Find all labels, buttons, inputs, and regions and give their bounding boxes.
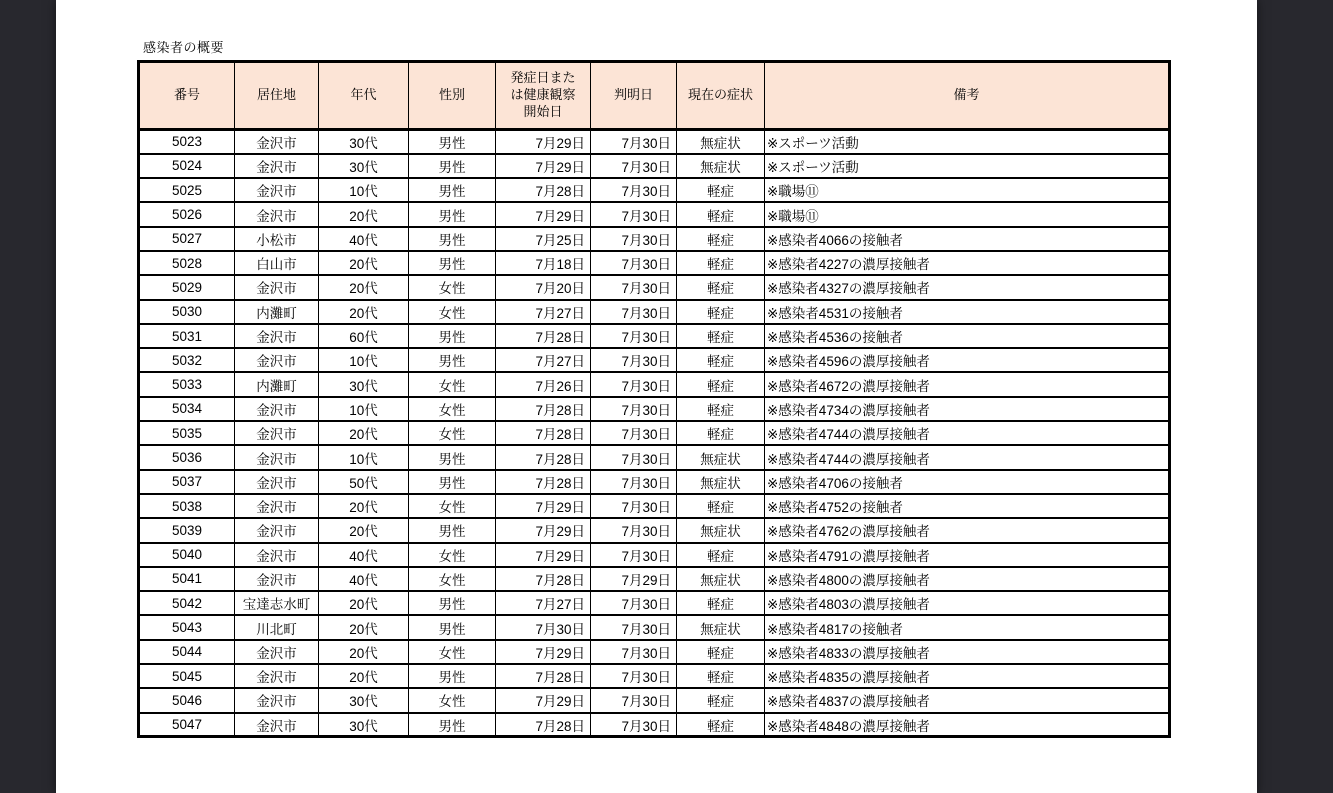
cell-residence: 金沢市 [235,664,319,688]
cell-number: 5040 [139,543,235,567]
cell-remarks: ※感染者4835の濃厚接触者 [765,664,1170,688]
cell-confirmed-date: 7月30日 [591,275,677,299]
cell-gender: 女性 [409,640,496,664]
cell-confirmed-date: 7月30日 [591,178,677,202]
cell-remarks: ※感染者4744の濃厚接触者 [765,421,1170,445]
cell-current-symptoms: 軽症 [677,227,765,251]
table-row [139,178,1170,202]
cell-onset-date: 7月29日 [496,640,591,664]
cell-remarks: ※スポーツ活動 [765,154,1170,178]
cell-current-symptoms: 軽症 [677,543,765,567]
cell-onset-date: 7月18日 [496,251,591,275]
table-row [139,713,1170,737]
cell-age-group: 50代 [319,470,409,494]
cell-age-group: 20代 [319,202,409,226]
cell-current-symptoms: 無症状 [677,567,765,591]
cell-remarks: ※感染者4833の濃厚接触者 [765,640,1170,664]
cell-gender: 男性 [409,130,496,154]
table-row [139,518,1170,542]
cell-residence: 金沢市 [235,688,319,712]
cell-age-group: 20代 [319,518,409,542]
cell-confirmed-date: 7月30日 [591,640,677,664]
cell-onset-date: 7月28日 [496,421,591,445]
cell-residence: 内灘町 [235,300,319,324]
cell-age-group: 10代 [319,348,409,372]
cell-confirmed-date: 7月30日 [591,324,677,348]
cell-number: 5043 [139,615,235,639]
cell-residence: 金沢市 [235,130,319,154]
cell-residence: 金沢市 [235,567,319,591]
cell-number: 5041 [139,567,235,591]
cell-residence: 金沢市 [235,543,319,567]
cell-residence: 金沢市 [235,202,319,226]
cell-confirmed-date: 7月30日 [591,518,677,542]
infection-summary-table [137,60,1171,738]
cell-confirmed-date: 7月30日 [591,713,677,737]
col-header-number: 番号 [139,62,235,130]
cell-onset-date: 7月28日 [496,178,591,202]
cell-gender: 男性 [409,445,496,469]
cell-number: 5037 [139,470,235,494]
cell-confirmed-date: 7月30日 [591,591,677,615]
cell-number: 5025 [139,178,235,202]
cell-current-symptoms: 軽症 [677,202,765,226]
cell-remarks: ※感染者4734の濃厚接触者 [765,397,1170,421]
cell-remarks: ※職場⑪ [765,202,1170,226]
cell-age-group: 10代 [319,397,409,421]
cell-number: 5036 [139,445,235,469]
cell-age-group: 20代 [319,615,409,639]
cell-current-symptoms: 軽症 [677,324,765,348]
cell-residence: 金沢市 [235,640,319,664]
cell-current-symptoms: 軽症 [677,178,765,202]
cell-current-symptoms: 軽症 [677,251,765,275]
cell-remarks: ※感染者4706の接触者 [765,470,1170,494]
table-body [139,130,1170,737]
cell-current-symptoms: 軽症 [677,664,765,688]
cell-residence: 金沢市 [235,518,319,542]
cell-confirmed-date: 7月30日 [591,688,677,712]
cell-remarks: ※感染者4848の濃厚接触者 [765,713,1170,737]
cell-number: 5039 [139,518,235,542]
cell-residence: 川北町 [235,615,319,639]
cell-onset-date: 7月27日 [496,348,591,372]
cell-age-group: 10代 [319,445,409,469]
cell-current-symptoms: 無症状 [677,518,765,542]
cell-onset-date: 7月27日 [496,591,591,615]
cell-number: 5045 [139,664,235,688]
table-row [139,640,1170,664]
cell-onset-date: 7月28日 [496,567,591,591]
cell-number: 5044 [139,640,235,664]
cell-age-group: 30代 [319,130,409,154]
cell-current-symptoms: 軽症 [677,372,765,396]
cell-number: 5023 [139,130,235,154]
cell-gender: 男性 [409,154,496,178]
table-row [139,251,1170,275]
cell-current-symptoms: 無症状 [677,615,765,639]
cell-residence: 金沢市 [235,470,319,494]
cell-onset-date: 7月29日 [496,202,591,226]
cell-gender: 女性 [409,421,496,445]
cell-confirmed-date: 7月30日 [591,251,677,275]
cell-current-symptoms: 軽症 [677,591,765,615]
table-row [139,543,1170,567]
cell-remarks: ※感染者4791の濃厚接触者 [765,543,1170,567]
cell-residence: 金沢市 [235,154,319,178]
table-row [139,567,1170,591]
cell-onset-date: 7月29日 [496,543,591,567]
cell-onset-date: 7月28日 [496,470,591,494]
table-row [139,202,1170,226]
cell-gender: 男性 [409,251,496,275]
cell-number: 5032 [139,348,235,372]
table-row [139,421,1170,445]
cell-age-group: 30代 [319,372,409,396]
cell-onset-date: 7月29日 [496,130,591,154]
cell-residence: 小松市 [235,227,319,251]
cell-confirmed-date: 7月30日 [591,372,677,396]
cell-age-group: 20代 [319,591,409,615]
cell-onset-date: 7月29日 [496,518,591,542]
cell-current-symptoms: 無症状 [677,445,765,469]
cell-remarks: ※感染者4531の接触者 [765,300,1170,324]
cell-onset-date: 7月28日 [496,445,591,469]
cell-age-group: 20代 [319,251,409,275]
cell-onset-date: 7月20日 [496,275,591,299]
cell-residence: 金沢市 [235,494,319,518]
cell-onset-date: 7月25日 [496,227,591,251]
cell-age-group: 20代 [319,494,409,518]
cell-age-group: 60代 [319,324,409,348]
cell-number: 5047 [139,713,235,737]
cell-residence: 金沢市 [235,348,319,372]
table-row [139,445,1170,469]
cell-gender: 女性 [409,688,496,712]
table-row [139,470,1170,494]
cell-remarks: ※感染者4817の接触者 [765,615,1170,639]
table-row [139,494,1170,518]
cell-remarks: ※感染者4596の濃厚接触者 [765,348,1170,372]
cell-onset-date: 7月29日 [496,494,591,518]
col-header-remarks: 備考 [765,62,1170,130]
cell-age-group: 40代 [319,567,409,591]
cell-onset-date: 7月28日 [496,664,591,688]
col-header-gender: 性別 [409,62,496,130]
cell-remarks: ※感染者4672の濃厚接触者 [765,372,1170,396]
cell-remarks: ※職場⑪ [765,178,1170,202]
cell-current-symptoms: 無症状 [677,130,765,154]
cell-gender: 男性 [409,615,496,639]
cell-onset-date: 7月26日 [496,372,591,396]
cell-number: 5029 [139,275,235,299]
cell-gender: 男性 [409,324,496,348]
cell-gender: 女性 [409,543,496,567]
cell-residence: 内灘町 [235,372,319,396]
cell-remarks: ※感染者4744の濃厚接触者 [765,445,1170,469]
cell-gender: 女性 [409,275,496,299]
cell-onset-date: 7月29日 [496,688,591,712]
cell-age-group: 30代 [319,688,409,712]
cell-number: 5034 [139,397,235,421]
cell-residence: 金沢市 [235,397,319,421]
cell-gender: 男性 [409,713,496,737]
cell-residence: 金沢市 [235,178,319,202]
cell-age-group: 20代 [319,421,409,445]
cell-gender: 男性 [409,518,496,542]
cell-residence: 金沢市 [235,713,319,737]
cell-confirmed-date: 7月30日 [591,615,677,639]
col-header-age-group: 年代 [319,62,409,130]
cell-age-group: 20代 [319,640,409,664]
cell-number: 5033 [139,372,235,396]
cell-remarks: ※感染者4803の濃厚接触者 [765,591,1170,615]
table-row [139,300,1170,324]
cell-remarks: ※感染者4227の濃厚接触者 [765,251,1170,275]
table-header [139,62,1170,130]
cell-current-symptoms: 軽症 [677,640,765,664]
table-row [139,227,1170,251]
cell-number: 5031 [139,324,235,348]
cell-onset-date: 7月30日 [496,615,591,639]
cell-age-group: 20代 [319,300,409,324]
cell-residence: 金沢市 [235,275,319,299]
cell-number: 5030 [139,300,235,324]
cell-gender: 女性 [409,494,496,518]
cell-confirmed-date: 7月30日 [591,397,677,421]
cell-confirmed-date: 7月30日 [591,470,677,494]
table-row [139,130,1170,154]
cell-current-symptoms: 軽症 [677,494,765,518]
cell-number: 5024 [139,154,235,178]
cell-remarks: ※感染者4066の接触者 [765,227,1170,251]
cell-remarks: ※感染者4762の濃厚接触者 [765,518,1170,542]
cell-number: 5042 [139,591,235,615]
cell-onset-date: 7月27日 [496,300,591,324]
cell-remarks: ※スポーツ活動 [765,130,1170,154]
cell-confirmed-date: 7月30日 [591,227,677,251]
cell-confirmed-date: 7月30日 [591,300,677,324]
table-header-row [139,62,1170,130]
cell-residence: 白山市 [235,251,319,275]
table-row [139,664,1170,688]
cell-current-symptoms: 無症状 [677,154,765,178]
cell-number: 5038 [139,494,235,518]
cell-confirmed-date: 7月30日 [591,494,677,518]
cell-remarks: ※感染者4536の接触者 [765,324,1170,348]
cell-age-group: 40代 [319,227,409,251]
cell-number: 5028 [139,251,235,275]
table-row [139,615,1170,639]
cell-gender: 男性 [409,202,496,226]
cell-remarks: ※感染者4327の濃厚接触者 [765,275,1170,299]
cell-gender: 女性 [409,397,496,421]
cell-residence: 宝達志水町 [235,591,319,615]
cell-confirmed-date: 7月30日 [591,348,677,372]
cell-current-symptoms: 軽症 [677,275,765,299]
cell-number: 5046 [139,688,235,712]
cell-gender: 男性 [409,664,496,688]
cell-gender: 男性 [409,470,496,494]
cell-gender: 女性 [409,372,496,396]
col-header-onset-date: 発症日または健康観察開始日 [496,62,591,130]
cell-gender: 女性 [409,300,496,324]
cell-residence: 金沢市 [235,324,319,348]
cell-current-symptoms: 軽症 [677,348,765,372]
table-row [139,372,1170,396]
cell-onset-date: 7月28日 [496,397,591,421]
cell-number: 5035 [139,421,235,445]
cell-age-group: 20代 [319,275,409,299]
cell-confirmed-date: 7月30日 [591,154,677,178]
table-row [139,688,1170,712]
cell-gender: 男性 [409,591,496,615]
cell-onset-date: 7月28日 [496,324,591,348]
table-row [139,591,1170,615]
col-header-confirmed-date: 判明日 [591,62,677,130]
cell-confirmed-date: 7月29日 [591,567,677,591]
table-row [139,348,1170,372]
cell-current-symptoms: 軽症 [677,713,765,737]
cell-residence: 金沢市 [235,445,319,469]
cell-age-group: 30代 [319,154,409,178]
table-row [139,397,1170,421]
document-page [56,0,1257,793]
cell-number: 5026 [139,202,235,226]
cell-confirmed-date: 7月30日 [591,445,677,469]
cell-remarks: ※感染者4752の接触者 [765,494,1170,518]
cell-gender: 男性 [409,348,496,372]
cell-onset-date: 7月28日 [496,713,591,737]
cell-confirmed-date: 7月30日 [591,543,677,567]
cell-confirmed-date: 7月30日 [591,130,677,154]
cell-current-symptoms: 軽症 [677,397,765,421]
table-row [139,275,1170,299]
cell-number: 5027 [139,227,235,251]
table-row [139,324,1170,348]
cell-current-symptoms: 軽症 [677,300,765,324]
document-title: 感染者の概要 [143,40,225,55]
cell-age-group: 20代 [319,664,409,688]
cell-confirmed-date: 7月30日 [591,421,677,445]
cell-gender: 男性 [409,178,496,202]
cell-age-group: 10代 [319,178,409,202]
cell-onset-date: 7月29日 [496,154,591,178]
cell-age-group: 40代 [319,543,409,567]
cell-age-group: 30代 [319,713,409,737]
table-row [139,154,1170,178]
col-header-residence: 居住地 [235,62,319,130]
cell-confirmed-date: 7月30日 [591,202,677,226]
cell-current-symptoms: 軽症 [677,421,765,445]
cell-gender: 女性 [409,567,496,591]
cell-current-symptoms: 無症状 [677,470,765,494]
col-header-current-symptoms: 現在の症状 [677,62,765,130]
cell-remarks: ※感染者4837の濃厚接触者 [765,688,1170,712]
cell-residence: 金沢市 [235,421,319,445]
cell-gender: 男性 [409,227,496,251]
cell-confirmed-date: 7月30日 [591,664,677,688]
cell-remarks: ※感染者4800の濃厚接触者 [765,567,1170,591]
cell-current-symptoms: 軽症 [677,688,765,712]
